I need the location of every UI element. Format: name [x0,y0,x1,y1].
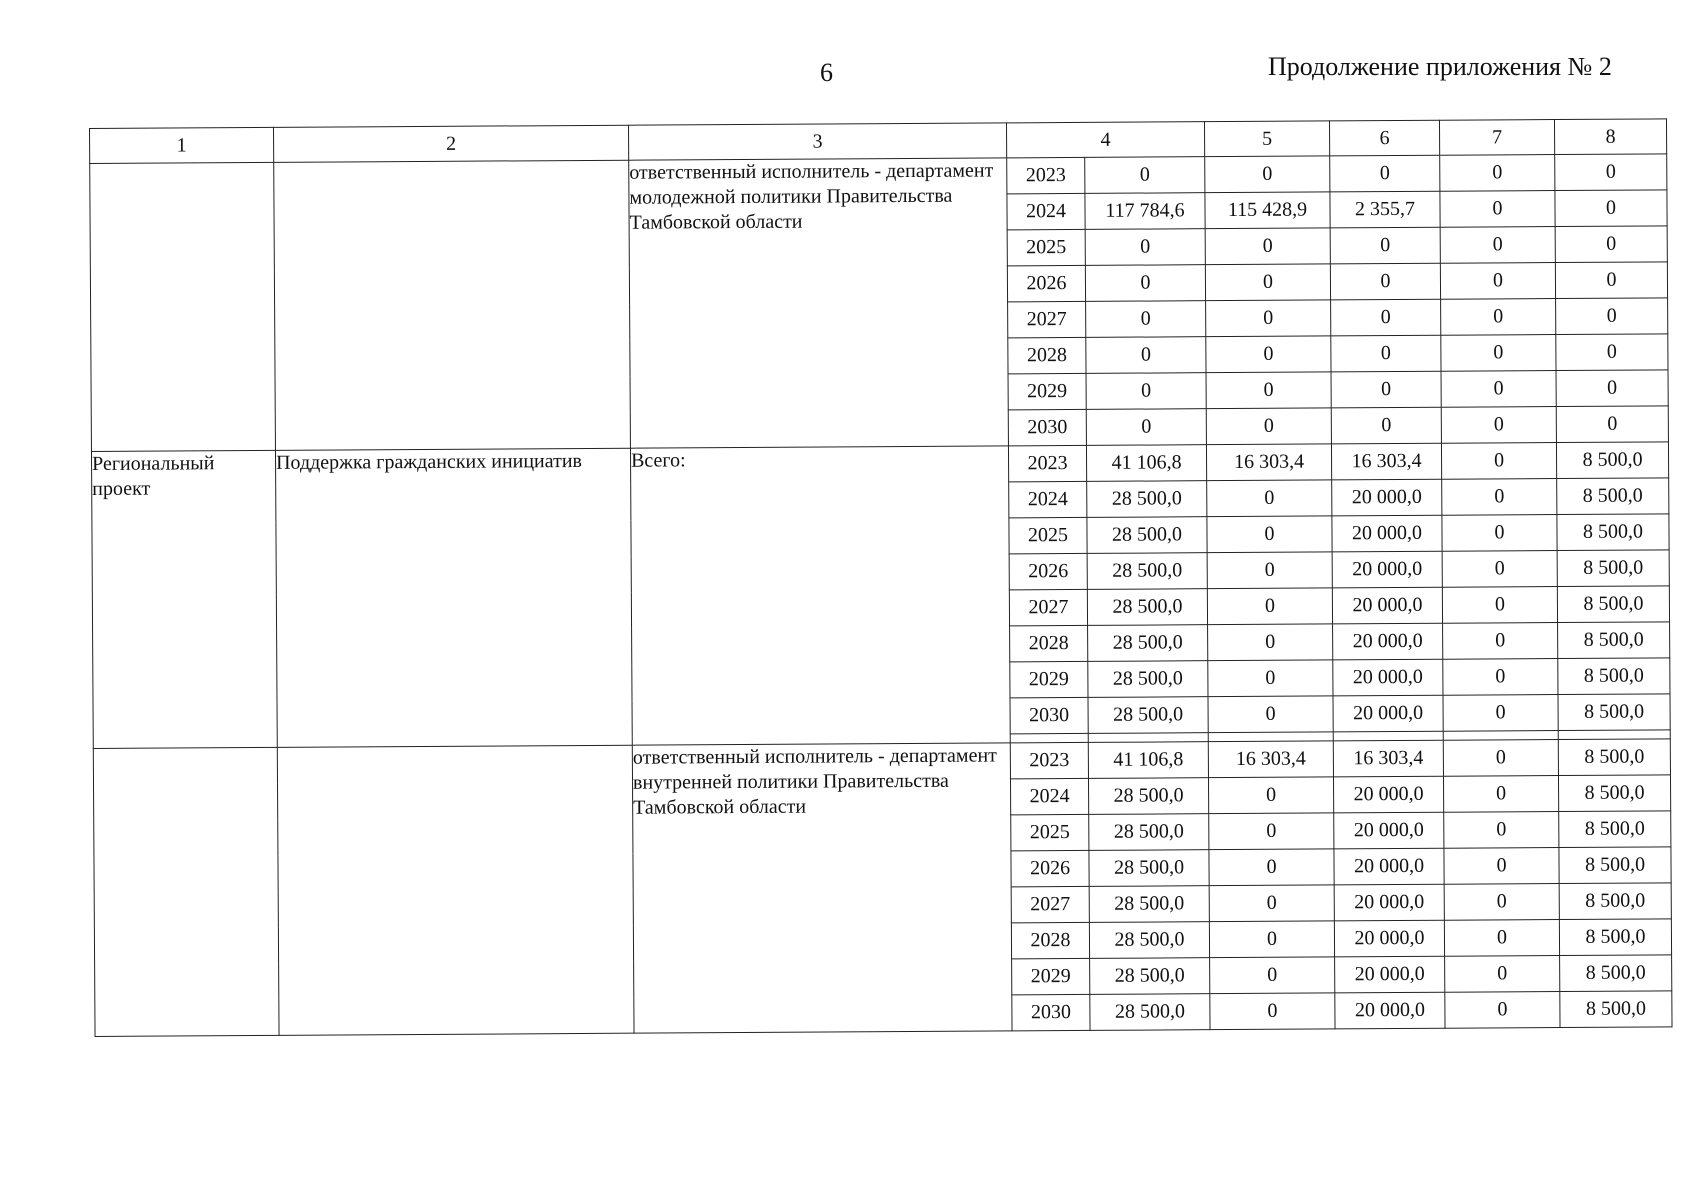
col5-cell: 0 [1206,408,1331,445]
year-cell: 2028 [1011,922,1089,958]
col6-cell: 0 [1330,263,1440,300]
year-cell: 2025 [1007,229,1085,265]
col7-cell: 0 [1440,191,1555,228]
col7-cell: 0 [1441,407,1556,444]
header-cell: 1 [90,127,274,163]
col7-cell: 0 [1441,299,1556,336]
col6-cell: 20 000,0 [1334,812,1444,849]
col5-cell: 0 [1210,957,1335,994]
col5-cell: 0 [1207,588,1332,625]
col8-cell: 0 [1556,298,1668,335]
col7-cell: 0 [1443,740,1558,777]
row-label-executor: Всего: [630,446,1010,745]
col5-cell: 16 303,4 [1206,444,1331,481]
col5-cell: 0 [1206,300,1331,337]
col7-cell: 0 [1440,263,1555,300]
col5-cell: 16 303,4 [1208,741,1333,778]
col7-cell: 0 [1440,227,1555,264]
total-cell: 0 [1086,301,1206,338]
year-cell: 2024 [1007,193,1085,229]
col8-cell: 8 500,0 [1558,694,1670,731]
total-cell: 0 [1086,337,1206,374]
col8-cell: 8 500,0 [1560,991,1672,1028]
total-cell: 28 500,0 [1088,625,1208,662]
header-cell: 2 [273,125,628,162]
col8-cell: 8 500,0 [1559,811,1671,848]
col5-cell: 0 [1206,372,1331,409]
col8-cell: 8 500,0 [1560,955,1672,992]
year-cell: 2029 [1008,373,1086,409]
header-cell: 3 [628,123,1006,160]
col7-cell: 0 [1445,956,1560,993]
col5-cell: 0 [1209,885,1334,922]
col6-cell: 20 000,0 [1333,659,1443,696]
budget-table [89,118,1673,1037]
col7-cell: 0 [1442,551,1557,588]
year-cell: 2024 [1010,778,1088,814]
year-cell: 2026 [1007,265,1085,301]
col7-cell: 0 [1443,659,1558,696]
total-cell: 28 500,0 [1087,589,1207,626]
col8-cell: 8 500,0 [1559,883,1671,920]
col7-cell: 0 [1442,479,1557,516]
col8-cell: 8 500,0 [1558,658,1670,695]
col7-cell: 0 [1440,155,1555,192]
col8-cell: 0 [1555,226,1667,263]
col6-cell: 20 000,0 [1332,479,1442,516]
col8-cell: 8 500,0 [1558,622,1670,659]
total-cell: 28 500,0 [1089,850,1209,887]
total-cell: 41 106,8 [1088,742,1208,779]
col5-cell: 0 [1208,696,1333,733]
col5-cell: 0 [1207,552,1332,589]
col7-cell: 0 [1443,776,1558,813]
col8-cell: 8 500,0 [1558,739,1670,776]
col8-cell: 8 500,0 [1558,775,1670,812]
col8-cell: 8 500,0 [1559,847,1671,884]
col6-cell: 20 000,0 [1333,623,1443,660]
col6-cell: 16 303,4 [1331,443,1441,480]
col6-cell: 2 355,7 [1330,191,1440,228]
col6-cell: 20 000,0 [1334,848,1444,885]
total-cell: 28 500,0 [1088,778,1208,815]
col6-cell: 20 000,0 [1333,695,1443,732]
col8-cell: 0 [1556,334,1668,371]
col8-cell: 0 [1556,406,1668,443]
col6-cell: 0 [1331,407,1441,444]
col7-cell: 0 [1441,443,1556,480]
row-label-name [277,745,634,1035]
col6-cell: 0 [1331,335,1441,372]
col7-cell: 0 [1441,371,1556,408]
total-cell: 28 500,0 [1089,886,1209,923]
col7-cell: 0 [1443,695,1558,732]
year-cell: 2026 [1011,850,1089,886]
row-label-type: Региональный проект [91,450,277,748]
col5-cell: 0 [1205,156,1330,193]
col8-cell: 0 [1556,370,1668,407]
col6-cell: 20 000,0 [1335,992,1445,1029]
col7-cell: 0 [1445,992,1560,1029]
col7-cell: 0 [1441,335,1556,372]
year-cell: 2023 [1007,157,1085,193]
col5-cell: 0 [1209,813,1334,850]
year-cell: 2027 [1011,886,1089,922]
year-cell: 2029 [1010,661,1088,697]
row-label-name: Поддержка гражданских инициатив [275,448,632,747]
col6-cell: 20 000,0 [1332,587,1442,624]
year-cell: 2025 [1009,517,1087,553]
col6-cell: 0 [1331,299,1441,336]
col7-cell: 0 [1444,812,1559,849]
total-cell: 0 [1085,157,1205,194]
col5-cell: 0 [1206,336,1331,373]
col7-cell: 0 [1444,884,1559,921]
year-cell: 2030 [1012,994,1090,1030]
col5-cell: 0 [1205,264,1330,301]
row-label-type [93,747,279,1036]
year-cell: 2024 [1009,481,1087,517]
total-cell: 28 500,0 [1087,517,1207,554]
year-cell: 2026 [1009,553,1087,589]
col6-cell: 0 [1330,155,1440,192]
row-label-executor: ответственный исполнитель - департамент внутренней политики Правительства Тамбовской области [632,743,1012,1033]
year-cell: 2023 [1008,445,1086,481]
col5-cell: 0 [1208,777,1333,814]
total-cell: 28 500,0 [1090,958,1210,995]
year-cell: 2027 [1008,301,1086,337]
col5-cell: 0 [1208,660,1333,697]
total-cell: 28 500,0 [1087,553,1207,590]
total-cell: 28 500,0 [1089,922,1209,959]
col7-cell: 0 [1444,920,1559,957]
col6-cell: 0 [1330,227,1440,264]
col7-cell: 0 [1443,623,1558,660]
col8-cell: 8 500,0 [1557,478,1669,515]
row-label-executor: ответственный исполнитель - департамент молодежной политики Правительства Тамбовской области [629,158,1009,448]
col8-cell: 8 500,0 [1556,442,1668,479]
col8-cell: 0 [1555,154,1667,191]
row-label-type [90,162,276,451]
col6-cell: 20 000,0 [1332,551,1442,588]
header-cell: 4 [1006,122,1204,158]
spacer-cell [1010,733,1088,742]
year-cell: 2028 [1010,625,1088,661]
col5-cell: 0 [1209,921,1334,958]
total-cell: 28 500,0 [1089,814,1209,851]
continuation-title: Продолжение приложения № 2 [1268,52,1612,81]
col6-cell: 16 303,4 [1333,740,1443,777]
col7-cell: 0 [1442,515,1557,552]
year-cell: 2030 [1010,697,1088,733]
header-cell: 5 [1204,121,1329,157]
total-cell: 0 [1085,265,1205,302]
total-cell: 117 784,6 [1085,193,1205,230]
year-cell: 2029 [1012,958,1090,994]
year-cell: 2028 [1008,337,1086,373]
col5-cell: 0 [1208,624,1333,661]
col8-cell: 0 [1555,190,1667,227]
col5-cell: 0 [1205,228,1330,265]
col8-cell: 0 [1555,262,1667,299]
page-number: 6 [820,58,833,87]
row-label-name [274,160,631,450]
col7-cell: 0 [1442,587,1557,624]
total-cell: 28 500,0 [1088,697,1208,734]
col6-cell: 20 000,0 [1335,956,1445,993]
header-cell: 6 [1329,120,1439,156]
total-cell: 41 106,8 [1086,445,1206,482]
col5-cell: 0 [1210,993,1335,1030]
year-cell: 2030 [1008,409,1086,445]
header-cell: 8 [1554,119,1666,155]
year-cell: 2027 [1009,589,1087,625]
total-cell: 0 [1086,409,1206,446]
total-cell: 28 500,0 [1088,661,1208,698]
col5-cell: 0 [1207,516,1332,553]
col8-cell: 8 500,0 [1557,514,1669,551]
col8-cell: 8 500,0 [1559,919,1671,956]
col6-cell: 20 000,0 [1333,776,1443,813]
total-cell: 0 [1086,373,1206,410]
col7-cell: 0 [1444,848,1559,885]
col5-cell: 0 [1209,849,1334,886]
col6-cell: 20 000,0 [1332,515,1442,552]
year-cell: 2025 [1011,814,1089,850]
total-cell: 28 500,0 [1087,481,1207,518]
year-cell: 2023 [1010,742,1088,778]
col6-cell: 20 000,0 [1334,884,1444,921]
col8-cell: 8 500,0 [1557,550,1669,587]
col6-cell: 0 [1331,371,1441,408]
col5-cell: 115 428,9 [1205,192,1330,229]
col6-cell: 20 000,0 [1334,920,1444,957]
total-cell: 28 500,0 [1090,994,1210,1031]
col5-cell: 0 [1207,480,1332,517]
header-cell: 7 [1439,120,1554,156]
col8-cell: 8 500,0 [1557,586,1669,623]
total-cell: 0 [1085,229,1205,266]
